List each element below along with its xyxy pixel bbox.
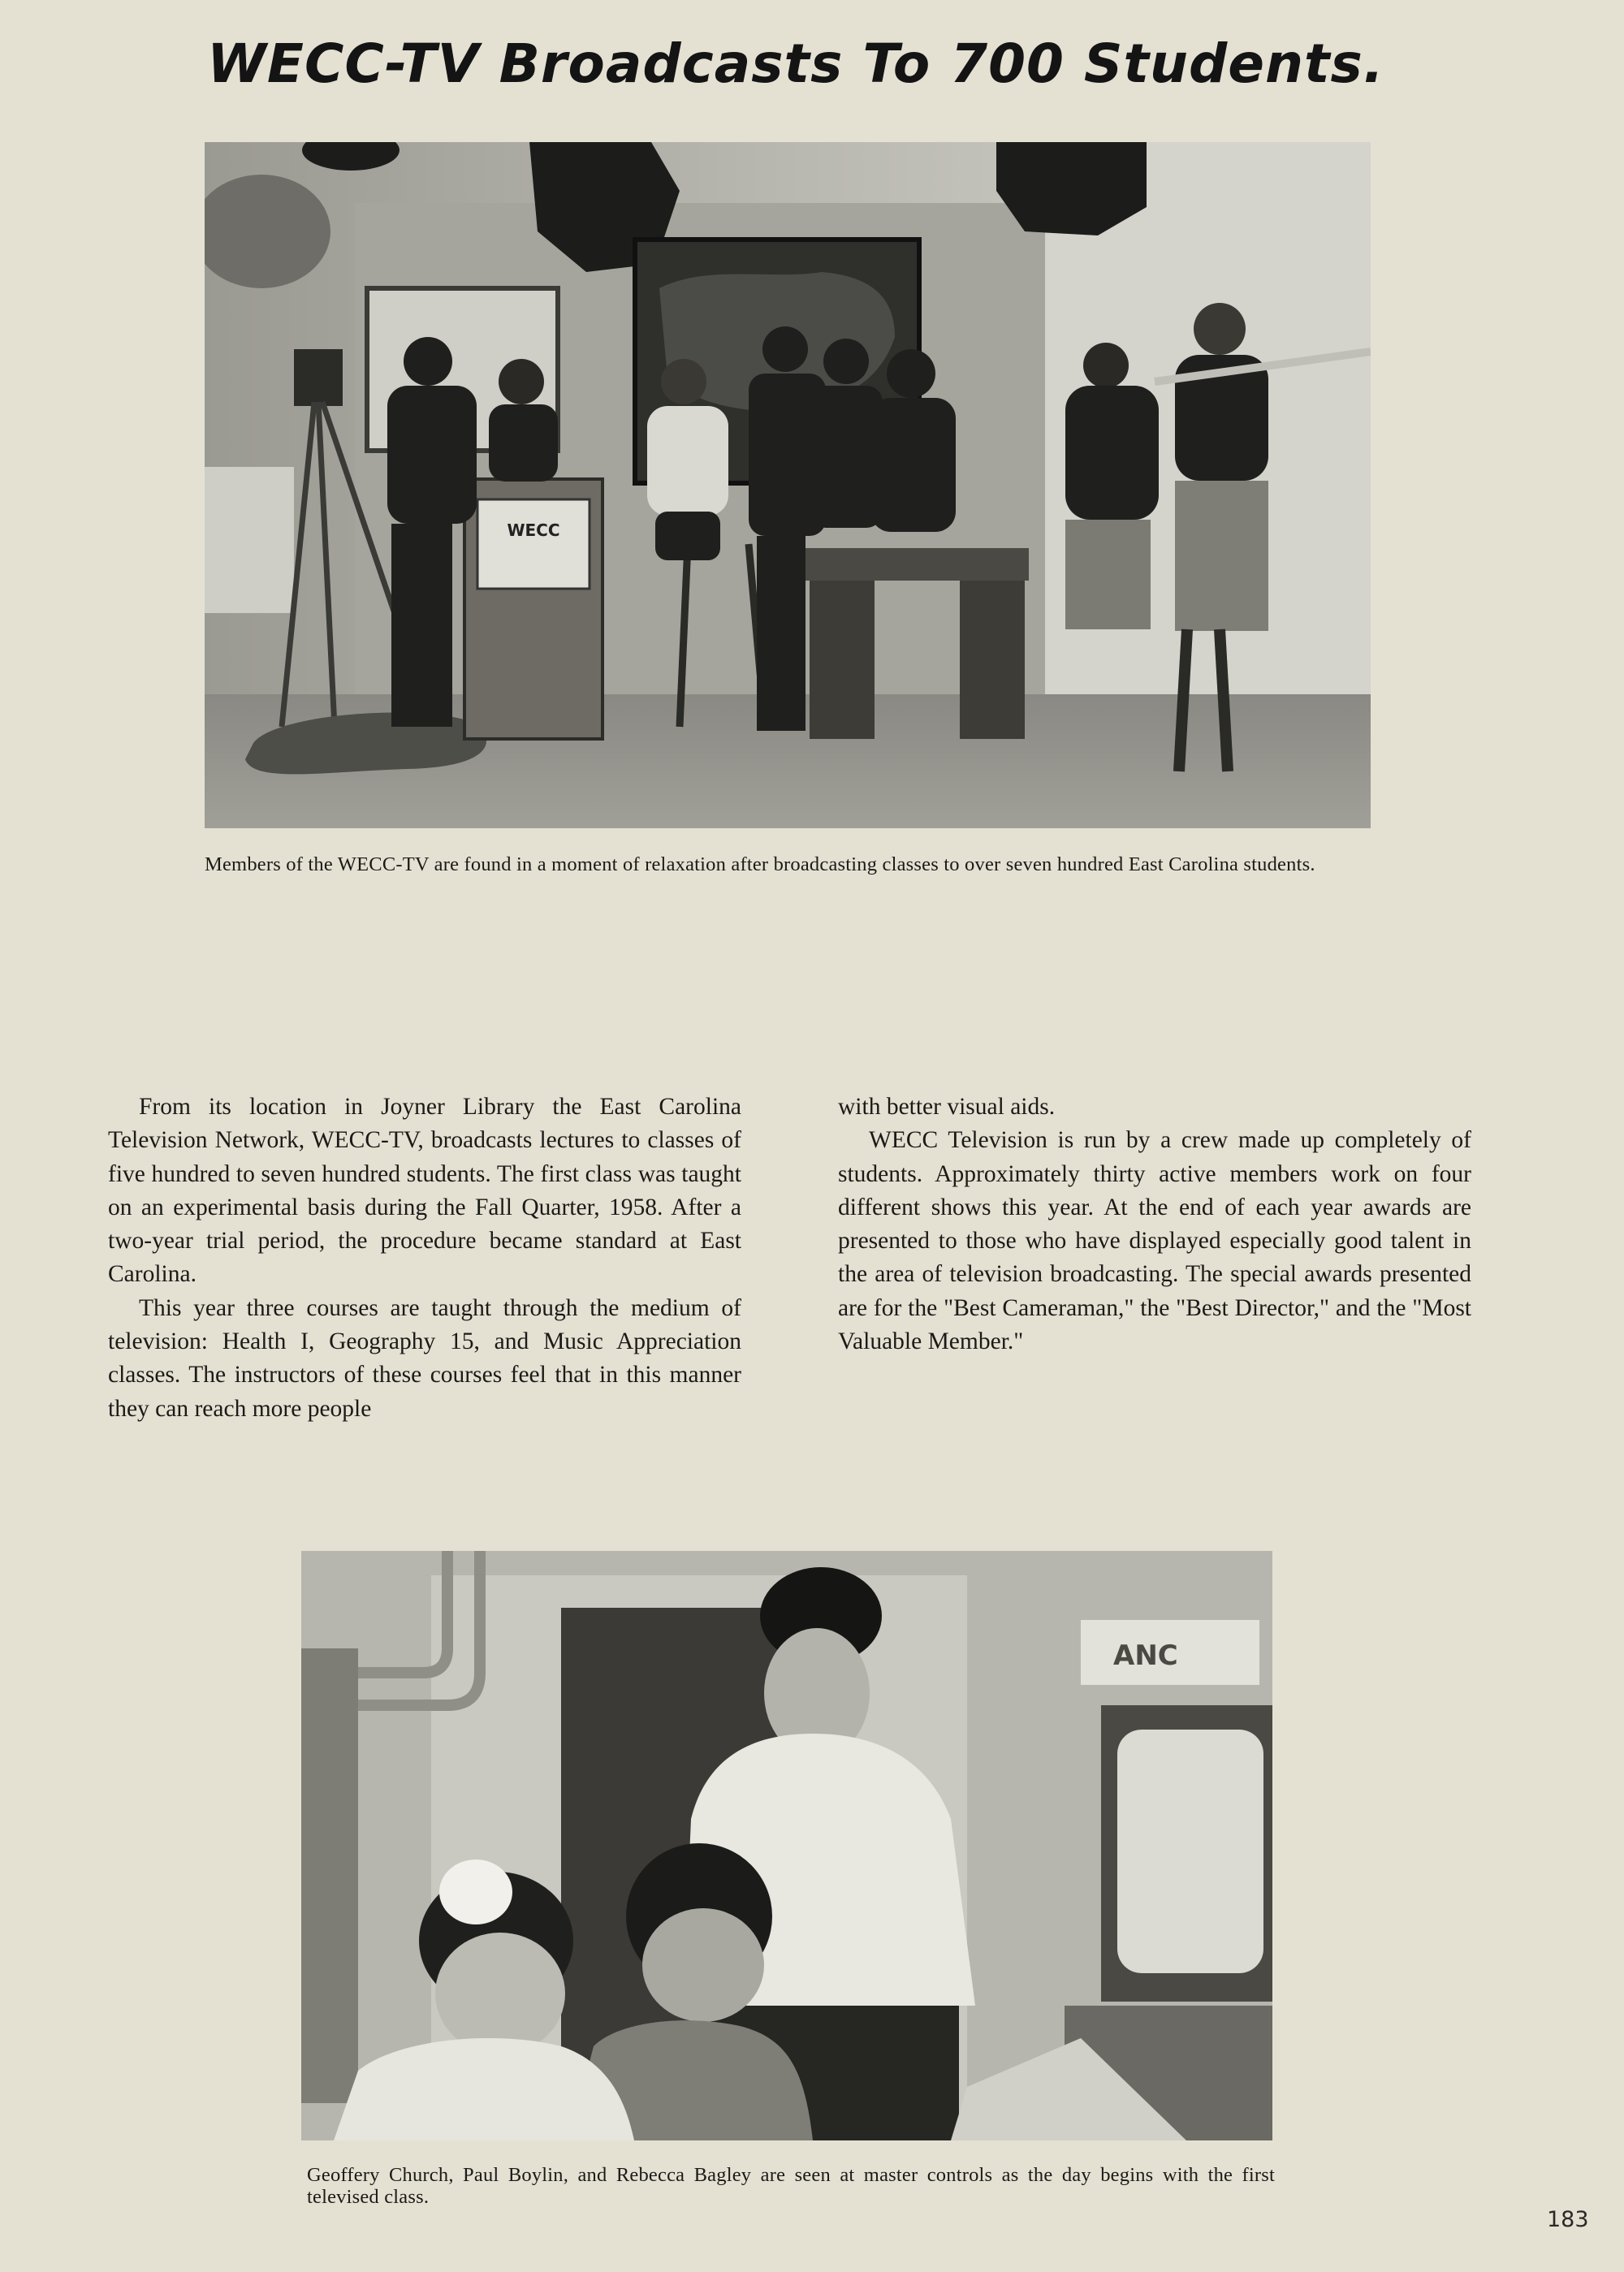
article-paragraph: This year three courses are taught through the medium of television: Health I, Geography 15, and Music Appreciation classes. The instructors of these courses feel that in this manner they can reach more people bbox=[108, 1294, 741, 1422]
box-anc-label: ANC bbox=[1113, 1639, 1178, 1672]
article-paragraph: WECC Television is run by a crew made up completely of students. Approximately thirty active members work on four different shows this year. At the end of each year awards are presented to those who have displayed especially good talent in the area of television broadcasting. The special awards presented are for the "Best Cameraman," the "Best Director," and the "Most Valuable Member." bbox=[838, 1127, 1471, 1355]
article-left-column bbox=[108, 1091, 741, 1426]
article-paragraph: with better visual aids. bbox=[838, 1094, 1056, 1120]
page-title: WECC-TV Broadcasts To 700 Students. bbox=[207, 32, 1384, 95]
article-right-column bbox=[838, 1091, 1471, 1358]
top-photo-caption: Members of the WECC-TV are found in a moment of relaxation after broadcasting classes to over seven hundred East Carolina students. bbox=[205, 853, 1315, 875]
podium-wecc-label: WECC bbox=[507, 520, 560, 540]
studio-group-illustration bbox=[205, 142, 1371, 828]
article-paragraph: From its location in Joyner Library the East Carolina Television Network, WECC-TV, broadcasts lectures to classes of five hundred to seven hundred students. The first class was taught on an experimental basis during the Fall Quarter, 1958. After a two-year trial period, the procedure became standard at East Carolina. bbox=[108, 1094, 741, 1288]
master-controls-illustration bbox=[301, 1551, 1272, 2140]
page-number: 183 bbox=[1547, 2207, 1589, 2232]
master-controls-photo bbox=[301, 1551, 1272, 2140]
studio-group-photo bbox=[205, 142, 1371, 828]
bottom-photo-caption: Geoffery Church, Paul Boylin, and Rebecca Bagley are seen at master controls as the day begins with the first televised class. bbox=[307, 2164, 1275, 2208]
